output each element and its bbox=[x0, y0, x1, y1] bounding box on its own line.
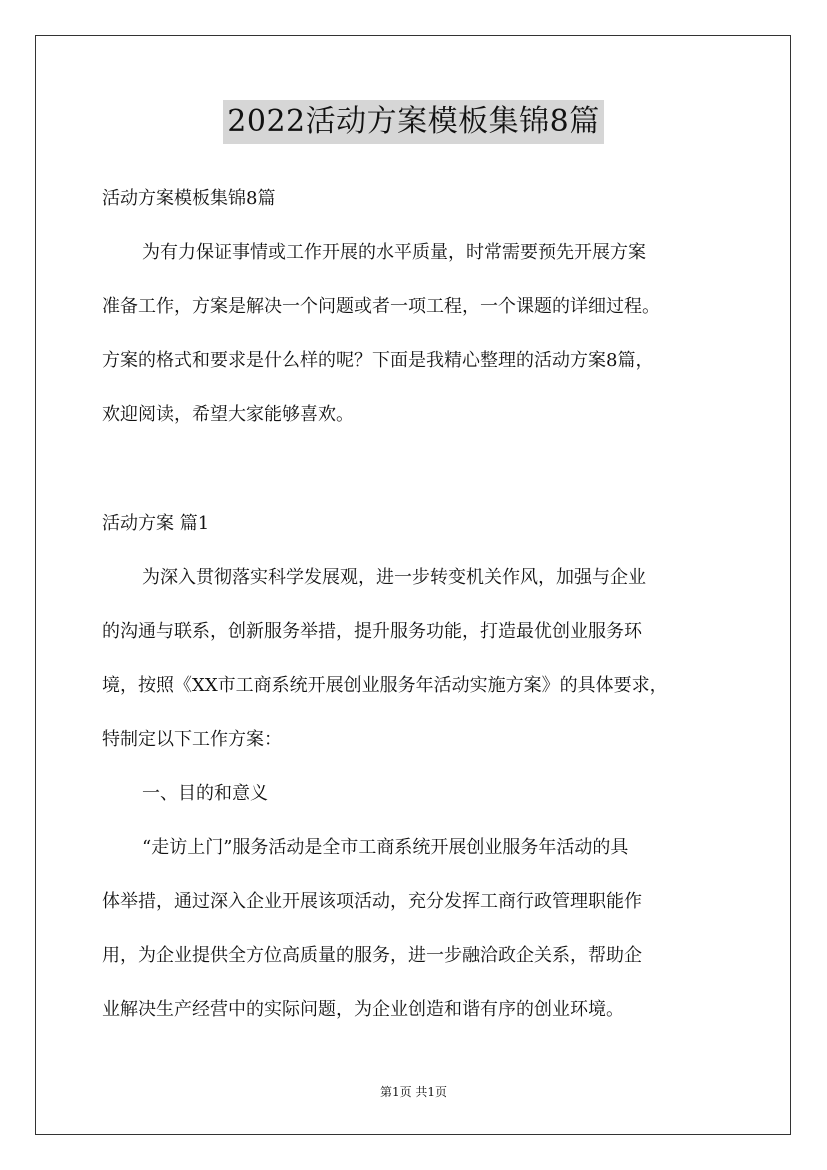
section-heading: 活动方案 篇1 bbox=[102, 513, 210, 534]
paragraph-line: 为深入贯彻落实科学发展观，进一步转变机关作风，加强与企业 bbox=[142, 567, 646, 588]
paragraph-line: 用，为企业提供全方位高质量的服务，进一步融洽政企关系，帮助企 bbox=[102, 945, 642, 966]
paragraph-line: 的沟通与联系，创新服务举措，提升服务功能，打造最优创业服务环 bbox=[102, 621, 642, 642]
subsection-heading: 一、目的和意义 bbox=[142, 783, 268, 804]
section-gap bbox=[102, 442, 732, 497]
page-footer: 第1页 共1页 bbox=[379, 1085, 448, 1099]
paragraph-line: 为有力保证事情或工作开展的水平质量，时常需要预先开展方案 bbox=[142, 242, 646, 263]
document-body bbox=[102, 172, 732, 1037]
paragraph-line: 欢迎阅读，希望大家能够喜欢。 bbox=[102, 404, 354, 425]
paragraph-line: 特制定以下工作方案： bbox=[102, 729, 282, 750]
paragraph-line: 准备工作，方案是解决一个问题或者一项工程，一个课题的详细过程。 bbox=[102, 296, 660, 317]
document-title: 2022活动方案模板集锦8篇 bbox=[223, 100, 603, 144]
paragraph-line: 业解决生产经营中的实际问题，为企业创造和谐有序的创业环境。 bbox=[102, 999, 624, 1020]
paragraph-line: “走访上门”服务活动是全市工商系统开展创业服务年活动的具 bbox=[142, 837, 629, 858]
paragraph-line: 体举措，通过深入企业开展该项活动，充分发挥工商行政管理职能作 bbox=[102, 891, 642, 912]
paragraph-line: 境，按照《XX市工商系统开展创业服务年活动实施方案》的具体要求， bbox=[102, 675, 668, 696]
subtitle-line: 活动方案模板集锦8篇 bbox=[102, 188, 276, 209]
document-title-wrap bbox=[0, 100, 827, 144]
paragraph-line: 方案的格式和要求是什么样的呢？下面是我精心整理的活动方案8篇， bbox=[102, 350, 654, 371]
